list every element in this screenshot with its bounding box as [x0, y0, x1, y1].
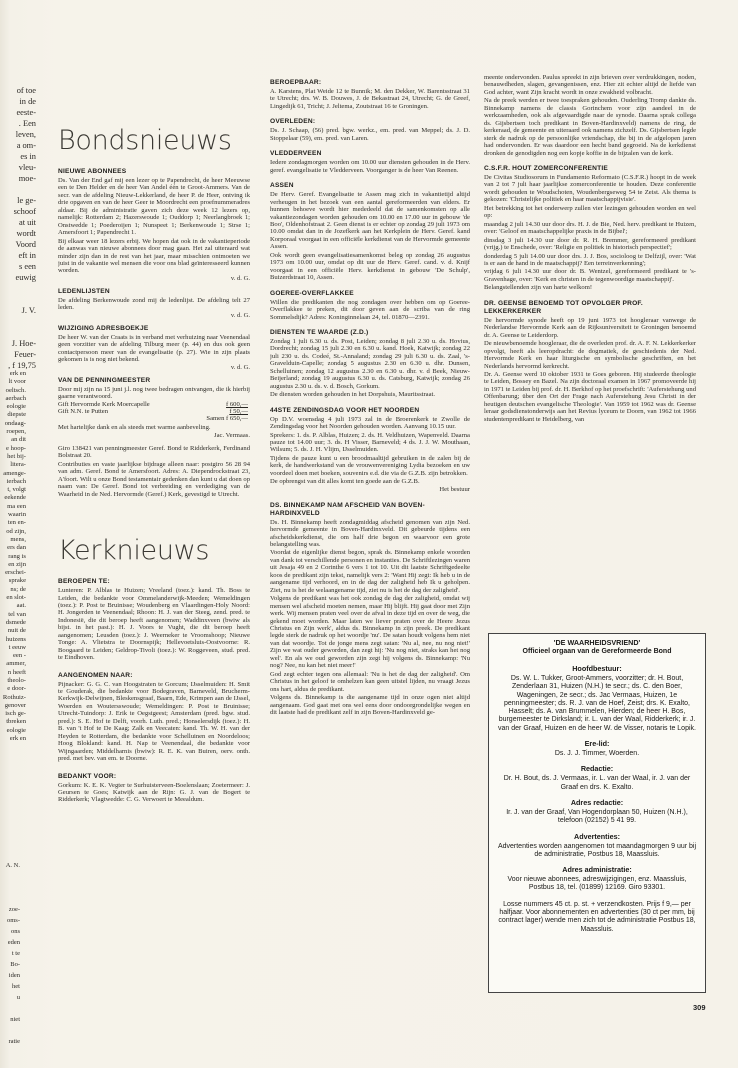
cut-text-line: aat.: [16, 602, 26, 610]
cut-text-line: erschei-: [5, 569, 26, 577]
cut-text-line: J. V.: [21, 306, 36, 315]
heading-ledenlijsten: LEDENLIJSTEN: [58, 287, 110, 295]
heading-overleden: OVERLEDEN:: [270, 118, 316, 126]
gift-row: [58, 408, 250, 415]
cut-text-line: ers dan: [7, 544, 26, 552]
cut-text-line: s een: [19, 262, 36, 271]
cut-text-line: genover: [4, 701, 26, 709]
section-title-bondsnieuws: Bondsnieuws: [58, 125, 232, 156]
paragraph: Voordat de eigenlijke dienst begon, sprak ds. Binnekamp enkele woorden van dank tot verschillende personen en instanties. De Schriftlezingen waren uit Jesaja 49 en 2 Corinthe 6 vers 1 tot 10. Uit dit laatste Schriftgedeelte koos de predikant zijn tekst, namelijk vers 2: 'Want Hij zegt: Ik heb u in de aangename tijd verhoord, en in de dag der zaligheid heb Ik u geholpen. Ziet, nu is het de welaangename tijd, ziet nu is het de dag der zaligheid'.: [270, 549, 470, 594]
paragraph: maandag 2 juli 14.30 uur door drs. H. J. de Bie, Ned. herv. predikant te Huizen, over: 'Geloof en maatschappelijke praxis in de Bijbel';: [484, 220, 696, 236]
cut-text-line: [0, 283, 36, 294]
cut-text-line: eft in: [18, 251, 36, 260]
cut-text-line: ten en-: [7, 519, 26, 527]
paragraph: Sprekers: 1. ds. P. Alblas, Huizen; 2. ds. H. Veldhuizen, Wapenveld. Daarna pauze tot 14.00 uur; 3. ds. H Visser, Barneveld; 4 ds. J. J. W. Mouthaan, Wilsum; 5. ds. J. H. Vlijm, IJsselmuiden.: [270, 431, 470, 454]
heading-vledderveen: VLEDDERVEEN: [270, 150, 322, 158]
cut-text-line: theolo-: [7, 676, 26, 684]
colophon-title: 'DE WAARHEIDSVRIEND': [553, 638, 641, 647]
cut-text-line: of toe: [16, 86, 36, 95]
cut-text-line: . Een: [18, 119, 36, 128]
signature: Jac. Vermaas.: [214, 431, 250, 439]
heading-binnekamp: DS. BINNEKAMP NAM AFSCHEID VAN BOVEN-HARDINXVELD: [270, 501, 425, 517]
cut-text-line: e hoop-: [6, 444, 26, 452]
cut-text-line: moe-: [18, 174, 36, 183]
cut-text-line: dsmede: [5, 618, 26, 626]
paragraph: De diensten worden gehouden in het Dorpshuis, Mauritsstraat.: [270, 391, 435, 399]
cut-text-line: Rothuiz-: [2, 693, 26, 701]
cut-text-line: ondaag-: [4, 419, 26, 427]
cut-text-line: at uit: [19, 218, 36, 227]
colophon-heading: Adres redactie:: [570, 797, 624, 807]
cut-text-line: [0, 316, 36, 327]
paragraph: Gorkum: K. E. K. Vegter te Surhuisterveen-Boelenslaan; Zoetermeer: J. Geursen te Goes; Katwijk aan de Rijn: G. J. van de Bogert te Ridderkerk; Vlagtwedde: C. G. Verwoert te Meealdum.: [58, 781, 250, 804]
paragraph: Pijnacker: G. G. C. van Hoogstraten te Gorcum; IJsselmuiden: H. Smit te Gouderak, die bedankte voor Bodegraven, Barneveld, Brucherm-Kerkwijk-Delwijnen, Bleskensgraaf, Baarn, Ede, Krimpen aan de IJssel, Woerden en Woutersswoude; Wemeldingen: P. Post te Bruinisse; Utrecht-Tuindorp: J. Erik te Oegstgeest; Amsterdam (pred. bgw. stud. pred.): S. E. Hof te Delft, voorh. Luth. pred.; Honselersdijk (toez.): H. B. van 't Hof te De Kaag; Zalk en Veecaten: kand. Th. W. H. van der Heyden te Rotterdam, die bedankte voor Schelluinen en Noordeloos; Hoog Blokland: kand. H. Nap te Veenendaal, die bedankte voor Wijngaarden; Middelharnis (bwiw): R. E. K. van Buiren, oerv. onth. pred. met bev. van em. te Doorne.: [58, 680, 250, 763]
gift-label: Gift Hervormde Kerk Moercapelle: [58, 400, 150, 408]
cut-text-line: tel van: [8, 610, 26, 618]
paragraph: God zegt echter tegen ons allemaal: 'Nu is het de dag der zaligheid'. Om Christus in het geloof te omhelzen kan geen uitstel lijden, nu vraagt Jezus ons hart, aldus de predikant.: [270, 670, 470, 693]
paragraph: De hervormde synode heeft op 19 juni 1973 tot hoogleraar vanwege de Nederlandse Hervormde Kerk aan de Rijksuniversiteit te Groningen benoemd dr. A. Geense te Leiderdorp.: [484, 316, 696, 339]
paragraph: Zondag 1 juli 6.30 u. ds. Post, Leiden; zondag 8 juli 2.30 u. ds. Hovius, Dordrecht; zondag 15 juli 2.30 en 6.30 u. kand. Hoek, Katwijk; zondag 22 juli 230 u. ds. Codeé, St.-Annaland; zondag 29 juli 6.30 u. ds. Zaal, 's-Gravelduin-Capelle; zondag 5 augustus 2.30 en 6.30 u. dhr. Dunsen, Schelluinen; zondag 12 augustus 2.30 en 6.30 u. dhr. v. d Beek, Nieuw-Beijerland; zondag 19 augustus 6.30 u. ds. Catsburg, Katwijk; zondag 26 augustus 2.30 u. ds. v. d. Bosch, Gorkum.: [270, 337, 470, 390]
heading-aangenomen: AANGENOMEN NAAR:: [58, 671, 133, 679]
paragraph: Door mij zijn na 15 juni j.l. nog twee bedragen ontvangen, die ik hierbij gaarne verantwoord.: [58, 385, 250, 401]
cut-text-line: Voord: [15, 240, 36, 249]
heading-bedankt: BEDANKT VOOR:: [58, 772, 117, 780]
colophon-text: Ds. J. J. Timmer, Woerden.: [554, 750, 640, 758]
cut-text-line: t eeuw: [8, 643, 26, 651]
cut-text-line: wordt: [16, 229, 36, 238]
heading-goeree: GOEREE-OVERFLAKKEE: [270, 289, 354, 297]
heading-nieuwe-abonnees: NIEUWE ABONNEES: [58, 168, 127, 175]
cut-text-line: [0, 327, 36, 338]
colophon-text: Advertenties worden aangenomen tot maandagmorgen 9 uur bij de administratie, Postbus 18, Maassluis.: [497, 842, 697, 858]
gift-total: Samen f 650,—: [206, 415, 248, 423]
section-title-kerknieuws: Kerknieuws: [58, 535, 210, 567]
cut-text-line: eden: [7, 939, 20, 946]
cut-text-line: ns; de: [10, 585, 26, 593]
cut-text-line: eekende: [4, 494, 26, 502]
cut-text-line: oeltsch.: [5, 386, 26, 394]
paragraph: meente ondervonden. Paulus spreekt in zijn brieven over verdrukkingen, noden, benauwdheden, slagen, gevangenissen, enz. Hier zit echter altijd de liefde van God achter, want Zijn kracht wordt in onze zwakheid volbracht.: [484, 74, 696, 96]
gift-label: Gift N.N. te Putten: [58, 407, 108, 415]
cut-text-line: tbreken: [6, 718, 26, 726]
cut-text-line: Feuer-: [14, 350, 36, 359]
cut-text-line: ierbach: [6, 477, 26, 485]
left-margin-cut-text-bottom: [0, 860, 20, 1068]
signature: v. d. G.: [230, 363, 250, 371]
paragraph: dinsdag 3 juli 14.30 uur door dr. R. H. Bremmer, gereformeerd predikant (vrijg.) te Enschede, over: 'Religie en politiek in historisch perspectief';: [484, 236, 696, 252]
gift-amount: f 50,—: [229, 407, 248, 415]
cut-text-line: u: [16, 994, 20, 1001]
colophon-text: Dr. H. Bout, ds. J. Vermaas, ir. L. van der Waal, ir. J. van der Graaf en drs. K. Exalto.: [503, 775, 691, 791]
colophon-text: Voor nieuwe abonnees, adreswijzigingen, enz. Maassluis, Postbus 18, tel. (01899) 12169. Giro 93301.: [507, 876, 687, 892]
paragraph: Dr. A. Geense werd 10 oktober 1931 te Goes geboren. Hij studeerde theologie te Leiden, Bossey en Bazel. Na zijn doctoraal examen in 1967 promoveerde hij in 1971 te Leiden bij prof. dr. H. Berkhof op het proefschrift: 'Auferstehung und Offenbarung; über den Ort der Frage nach Auferstehung Jesu Christi in der heutigen deutschen evangelische Theologie'. Van 1959 tot 1962 was dr. Geense leraar godsdienstonderwijs aan het Revius lyceum te Doorn, van 1962 tot 1966 studentenpredikant te Heidelberg, van: [484, 370, 696, 423]
cut-text-line: in de: [19, 97, 36, 106]
colophon-text: Ds. W. L. Tukker, Groot-Ammers, voorzitter; dr. H. Bout, Zenderlaan 31, Huizen (N.H.) te secr.; ds. C. den Boer, Wageningen, 2e secr.; ds. Jac Vermaas, Huizen, 1e penningmeester; ds. R. J. van de Hoef, Zeist; drs. K. Exalto, Hasselt; ds. A. van Brummelen, Hierden; de heer H. Bos, burgemeester te Dirksland; ir. L. van der Waal, Ridderkerk; ir. J. van der Graaf, Huizen en de heer W. de Visser, notaris te Lopik.: [498, 675, 696, 732]
heading-wijziging-adresboekje: WIJZIGING ADRESBOEKJE: [58, 324, 149, 332]
cut-text-line: ons: [10, 928, 20, 935]
paragraph: Ook wordt geen evangelisatiesamenkomst beleg op zondag 26 augustus 1973 om 10.00 uur, omdat op dit uur de Herv. Geref. cand. v. d. Knijf voorgaat in een officiële Herv. kerkdienst in gebouw 'De Schulp', Buizerdstraat 10, Assen.: [270, 251, 470, 282]
paragraph: Bij elkaar weer 18 lezers erbij. We hopen dat ook in de vakantieperiode de aanwas van nieuwe abonnees door mag gaan. Het zal uiteraard wat minder zijn dan in de rest van het jaar, maar misschien ontmoeten we juist in de vakantie wel mensen die voor ons blad geïnteresseerd kunnen worden.: [58, 237, 250, 275]
cut-text-line: zoe-: [8, 906, 20, 913]
column-middle: [270, 74, 470, 1064]
cut-text-line: niet: [10, 1016, 20, 1023]
paragraph: Willen die predikanten die nog zondagen over hebben om op Goeree-Overflakkee te preken, dit door geven aan de scriba van de ring Sommelsdijk? Adres: Koninginnelaan 24, tel. 01870—2391.: [270, 298, 470, 321]
cut-text-line: ma een: [7, 502, 26, 510]
cut-text-line: eeste-: [16, 108, 36, 117]
cut-text-line: sprake: [8, 577, 26, 585]
heading-penningmeester: VAN DE PENNINGMEESTER: [58, 376, 151, 384]
colophon-text: Ir. J. van der Graaf, Van Hogendorplaan 50, Huizen (N.H.), telefoon (02152) 5 41 99.: [506, 808, 688, 825]
cut-text-line: nuit de: [7, 627, 26, 635]
cut-text-line: od zijn,: [6, 527, 26, 535]
paragraph: Contributies en vaste jaarlijkse bijdrage alleen naar: postgiro 56 28 94 van adm. Geref. Bond te Amersfoort. Adres: A. Diependrockstraat 23, A'foort. Wilt u onze Bond testamentair gedenken dan kunt u dat doen op naam van: De Geref. Bond tot verbreiding en verdediging van de Waarheid in de Ned. Hervormde (Geref.) Kerk, gevestigd te Utrecht.: [58, 460, 250, 498]
cut-text-line: mens,: [10, 535, 26, 543]
heading-csfr: C.S.F.R. HOUT ZOMERCONFERENTIE: [484, 164, 608, 172]
cut-text-line: a om-: [16, 141, 36, 150]
paragraph: De Civitas Studiosorum in Fundamento Reformato (C.S.F.R.) hoopt in de week van 2 tot 7 juli haar jaarlijkse zomerconferentie te houden. Deze conferentie wordt gehouden te Woudschoten, Woudenbergseweg 54 te Zeist. Als thema is gekozen: 'Christelijke politiek en haar maatschappijvisie'.: [484, 173, 696, 204]
paragraph: Ds. H. Binnekamp heeft zondagmiddag afscheid genomen van zijn Ned. hervormde gemeente in Boven-Hardinxveld. Dit gebeurde tijdens een afscheidskerkdienst, die om half drie begon en waarvoor een grote belangstelling was.: [270, 518, 470, 549]
signature: Het bestuur: [439, 485, 470, 493]
cut-text-line: [0, 1025, 20, 1036]
cut-text-line: erk en: [9, 735, 26, 743]
cut-text-line: es in: [20, 152, 36, 161]
page-number: 309: [693, 1003, 706, 1012]
cut-text-line: lt voor: [8, 378, 26, 386]
cut-text-line: [0, 184, 36, 195]
paragraph: A. Karstens, Plat Weide 12 te Bunnik; M. den Dekker, W. Barentsstraat 31 te Utrecht; drs. W. B. Douwes, J. de Bekastraat 24, Utrecht; G. de Greef, Lingedijk 61, Tricht; J. Jeltema, Zoutstraat 16 te Groningen.: [270, 88, 470, 110]
cut-text-line: waarin: [8, 511, 26, 519]
colophon-heading: Hoofdbestuur:: [572, 664, 622, 673]
paragraph: Na de preek werden er twee toespraken gehouden. Ouderling Tromp dankte ds. Binnekamp namens de classis Gorinchem voor zijn aandeel in de werkzaamheden, ook als afgevaardigde naar de synode. Daarna sprak collega ds. Gijsbertsen toch predikant in Boven-Hardinxveld) namens de ring, de kerkeraad, de gemeente en uiteraard ook namens zichzelf. Ds. Gijsbertsen legde sterk de nadruk op de persoonlijke vriendschap, die bij in de afgelopen jaren had ondervonden. Er was daardoor een hecht band gegroeid. Na de kerkdienst dronken de genodigden nog een kopje koffie in de bijzalen van de kerk.: [484, 97, 696, 157]
paragraph: Het betrekking tot het onderwerp zullen vier lezingen gehouden worden en wel op:: [484, 204, 696, 220]
paragraph: De nieuwbenoemde hoogleraar, die de overleden prof. dr. A. F. N. Lekkerkerker opvolgt, heeft als leeropdracht: de dogmatiek, de geschiedenis der Ned. Hervormde Kerk en haar liturgische en symbolische geschriften, en het Nederlands hervormd kerkrecht.: [484, 340, 696, 370]
cut-text-line: A. N.: [5, 862, 20, 869]
colophon-heading: Redactie:: [580, 764, 614, 774]
cut-text-line: t, volgt: [7, 486, 26, 494]
paragraph: Met hartelijke dank en als steeds met warme aanbeveling.: [58, 424, 211, 432]
signature: v. d. G.: [230, 274, 250, 282]
paragraph: Ds. J. Schaap, (56) pred. bgw. werkz., em. pred. van Meppel; ds. J. D. Stoppelaar (59), em. pred. van Laren.: [270, 127, 470, 142]
colophon-heading: Ere-lid:: [584, 739, 610, 749]
heading-assen: ASSEN: [270, 182, 294, 190]
cut-text-line: euwig: [15, 273, 36, 282]
paragraph: Lunteren: P. Alblas te Huizen; Vreeland (toez.): kand. Th. Boss te Leiden, die bedankte voor Ommelanderwijk-Meeden; Wemeldingen (toez.): P. Post te Bruinisse; Woudenberg en Vlaardingen-Holy Noord: H. Jongerden te Veenendaal; Rhoon: H. J. van der Steeg, zend. pred. te Indonesië, die dit beroep heeft aangenomen; Waddinxveen (bwiw als bijst. in het past.): H. J. Voors te Vught, die dit beroep heeft aangenomen; Leusden (toez.): J. Weerneker te Vroomshoop; Nieuwe Tonge: A. Vlietstra te Doornspijk; Hellevoetsluis-Oostvoorne: R. Boogaard te Leiden; Geldrop-Tivoli (toez.): W. Roggeveen, stud. pred. te Eindhoven.: [58, 587, 250, 662]
signature: v. d. G.: [230, 311, 250, 319]
gift-row: [58, 401, 250, 408]
colophon-box: [488, 633, 706, 993]
cut-text-line: [0, 871, 20, 882]
column-left: [58, 74, 250, 1064]
cut-text-line: [0, 893, 20, 904]
cut-text-line: J. Hoe-: [11, 339, 36, 348]
heading-beroepbaar: BEROEPBAAR:: [270, 79, 322, 86]
cut-text-line: , f 19,75: [8, 361, 36, 370]
cut-text-line: [0, 1003, 20, 1014]
cut-text-line: isch ge-: [5, 710, 26, 718]
cut-text-line: het: [12, 983, 20, 990]
cut-text-line: roepen,: [6, 428, 26, 436]
cut-text-line: amenge-: [3, 469, 26, 477]
cut-text-line: vleu-: [18, 163, 36, 172]
cut-text-line: en zijn: [8, 560, 26, 568]
cut-text-line: le ge-: [17, 196, 36, 205]
cut-text-line: [0, 294, 36, 305]
paragraph: Giro 138421 van penningmeester Geref. Bond te Ridderkerk, Ferdinand Bolstraat 20.: [58, 444, 250, 460]
heading-beroepen: BEROEPEN TE:: [58, 578, 110, 586]
cut-text-line: ammer,: [6, 660, 26, 668]
column-right: [484, 74, 696, 629]
paragraph: Belangstellenden zijn van harte welkom!: [484, 284, 593, 292]
paragraph: vrijdag 6 juli 14.30 uur door dr. B. Wentzel, gereformeerd predikant te 's-Gravenhage, over: 'Kerk en christen in de tegenwoordige maatschappij'.: [484, 268, 696, 283]
cut-text-line: t te: [11, 950, 20, 957]
paragraph: Iedere zondagmorgen worden om 10.00 uur diensten gehouden in de Herv. geref. evangelisatie te Vledderveen. Voorganger is de heer Van Reenen.: [270, 159, 470, 174]
cut-text-line: schoof: [13, 207, 36, 216]
paragraph: De Herv. Geref. Evangelisatie te Assen mag zich in vakantietijd altijd verheugen in het bezoek van een aantal gereformeerden van elders. Er hunnen behoeve wordt hier mededeeld dat de samenkomsten op alle vakantiezondagen worden gehouden om 10.00 en 17.00 uur in gebouw 'de Boo', Oldenhofstraat 2. Geen dienst is er echter op zondag 29 juli 1973 om 10.00 omdat dan in de Jozefkerk aan het Kerkplein de Herv. Geref. kand Korporaal voorgaat in een officiële kerkdienst van de Hervormde gemeente Assen.: [270, 191, 470, 251]
paragraph: Volgens de predikant was het ook zondag de dag der zaligheid, omdat wij mensen wel afscheid moeten nemen, maar Hij blijft. Hij gaat door met Zijn werk. Wij mensen praten veel over de afval in deze tijd en over de weg, die gekend moet worden. Maar laten we liever praten over de Heere Jezus Christus en Zijn werk', aldus ds. Binnekamp in zijn preek. De predikant legde sterk de nadruk op het woordje 'nu'. De satan houdt volgens hem niet van dat woordje. Tot de jonge mens zegt satan: 'Nu al, nee, nu nog niet!' Zijn we wat ouder geworden, dan zegt hij: 'Nu nog niet, straks kan het nog wel'. En als we oud geworden zijn zegt hij volgens ds. Binnekamp: 'Nu nog? Nee, nu kan het niet meer!': [270, 595, 470, 670]
paragraph: Tijdens de pauze kunt u een broodmaaltijd gebruiken in de zalen bij de kerk, de handwerkstand van de vrouwenvereniging Lydia bezoeken en uw voordeel doen met boeken, souvenirs e.d. die via de G.Z.B. zijn betrokken.: [270, 454, 470, 477]
cut-text-line: eologie: [6, 726, 26, 734]
paragraph: Op D.V. woensdag 4 juli 1973 zal in de Broerenkerk te Zwolle de Zendingsdag voor het Noorden gehouden worden. Aanvang 10.15 uur.: [270, 415, 470, 431]
colophon-subtitle: Officieel orgaan van de Gereformeerde Bond: [522, 648, 672, 655]
cut-text-line: [0, 882, 20, 893]
cut-text-line: leven,: [15, 130, 36, 139]
cut-text-line: rang is: [8, 552, 26, 560]
cut-text-line: an dit: [11, 436, 26, 444]
colophon-text: Losse nummers 45 ct. p. st. + verzendkosten. Prijs f 9,— per halfjaar. Voor abonnementen en advertenties (30 ct per mm, bij contract lager) wende men zich tot de administratie Postbus 18, Maassluis.: [498, 900, 696, 933]
paragraph: donderdag 5 juli 14.00 uur door drs. J. J. Bos, socioloog te Delfzijl, over: 'Wat is er aan de hand in de maatschappij? Een terreinverkenning';: [484, 252, 696, 267]
paragraph: De heer W. van der Craats is in verband met verhuizing naar Veenendaal geen vorzitter van de afdeling Tilburg meer (p. 44) en dus ook geen contactpersoon meer van de evangelisatie (p. 27). Wie in zijn plaats gekomen is is nog niet bekend.: [58, 333, 250, 364]
colophon-heading: Adres administratie:: [562, 865, 632, 875]
colophon-heading: Advertenties:: [574, 831, 620, 841]
paragraph: De afdeling Berkenwoude zond mij de ledenlijst. De afdeling telt 27 leden.: [58, 296, 250, 312]
heading-diensten-waarde: DIENSTEN TE WAARDE (Z.D.): [270, 328, 369, 336]
cut-text-line: het bij-: [7, 452, 26, 460]
cut-text-line: e door-: [7, 685, 26, 693]
left-margin-cut-text-middle: [0, 370, 26, 930]
cut-text-line: en slot-: [6, 594, 26, 602]
cut-text-line: ratie: [8, 1038, 20, 1045]
paragraph: Ds. Van der End gaf mij een lezer op te Papendrecht, de heer Meeuwse een te Den Helder en de heer Van Andel één te Groot-Ammers. Van de secr. van de afdeling Nieuw-Lekkerland, de heer P. de Heer, ontving ik drie opgaven en van de heer Geer te Moordrecht een proefnummeradres aldaar. Bij de administratie gaven zich deze week 12 lezers op, namelijk: Rotterdam 2; Hazerswoude 1; Ouddorp 1; Neerlangbroek 1; Onstwedde 1; Poederoijen 1; Nunspeet 1; Berkenwoude 1; Strse 1; Amersfoort 1; Papendrecht 1.: [58, 177, 250, 237]
gift-amount: f 600,—: [226, 400, 248, 408]
cut-text-line: oms-: [7, 917, 20, 924]
cut-text-line: eologie: [6, 403, 26, 411]
heading-zendingsdag: 44STE ZENDINGSDAG VOOR HET NOORDEN: [270, 406, 420, 414]
paragraph: Volgens ds. Binnekamp is die aangename tijd in onze ogen niet altijd aangenaam. God gaat met ons wel eens door ondoorgrondelijke wegen en dit laatste had de predikant zelf in zijn Boven-Hardinxveld ge-: [270, 694, 470, 716]
cut-text-line: diepste: [7, 411, 26, 419]
cut-text-line: huizens: [5, 635, 26, 643]
heading-geense: DR. GEENSE BENOEMD TOT OPVOLGER PROF. LEKKERKERKER: [484, 299, 643, 315]
cut-text-line: aerbach: [5, 394, 26, 402]
cut-text-line: Bo-: [10, 961, 20, 968]
cut-text-line: litera-: [10, 461, 26, 469]
cut-text-line: erk en: [9, 370, 26, 377]
cut-text-line: iden: [8, 972, 20, 979]
cut-text-line: n heeft: [7, 668, 26, 676]
cut-text-line: een -: [13, 652, 26, 660]
paragraph: De opbrengst van dit alles komt ten goede aan de G.Z.B.: [270, 478, 420, 486]
